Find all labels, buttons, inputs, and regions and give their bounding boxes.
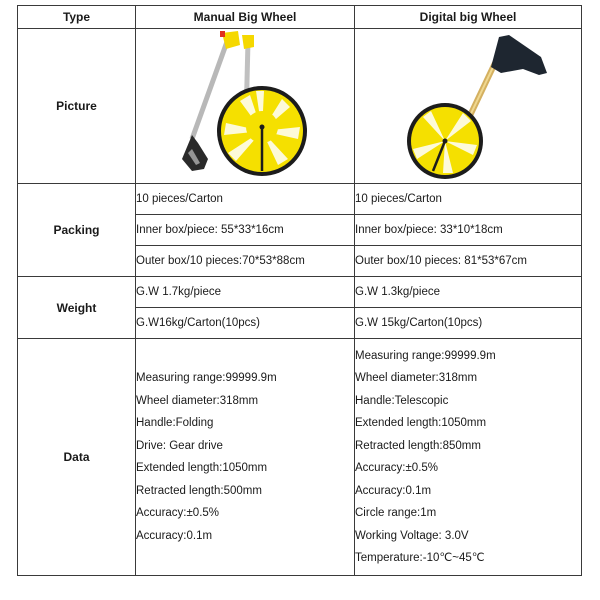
header-type: Type xyxy=(18,6,136,29)
digital-data-line: Working Voltage: 3.0V xyxy=(355,529,469,542)
packing-row-1 xyxy=(18,184,582,215)
manual-data-line: Retracted length:500mm xyxy=(136,484,262,497)
digital-data-line: Extended length:1050mm xyxy=(355,417,487,429)
digital-data-line: Measuring range:99999.9m xyxy=(355,349,496,362)
manual-packing-3: Outer box/10 pieces:70*53*88cm xyxy=(136,246,355,277)
digital-weight-2: G.W 15kg/Carton(10pcs) xyxy=(355,308,582,339)
digital-packing-2: Inner box/piece: 33*10*18cm xyxy=(355,215,582,246)
manual-data-line: Handle:Folding xyxy=(136,417,214,429)
manual-data-line: Extended length:1050mm xyxy=(136,462,268,474)
header-row xyxy=(18,6,582,29)
digital-data-line: Handle:Telescopic xyxy=(355,394,449,407)
digital-data-line: Circle range:1m xyxy=(355,507,437,519)
manual-data-line: Measuring range:99999.9m xyxy=(136,372,277,384)
weight-row-1 xyxy=(18,277,582,308)
digital-data-line: Retracted length:850mm xyxy=(355,439,481,452)
row-label-picture: Picture xyxy=(18,29,136,184)
digital-packing-1: 10 pieces/Carton xyxy=(355,184,582,215)
manual-data-line: Accuracy:0.1m xyxy=(136,529,213,542)
digital-packing-3: Outer box/10 pieces: 81*53*67cm xyxy=(355,246,582,277)
header-digital: Digital big Wheel xyxy=(355,6,582,29)
row-label-packing: Packing xyxy=(18,184,136,277)
manual-wheel-cell xyxy=(136,29,355,184)
spec-table xyxy=(17,5,582,576)
digital-data-line: Temperature:-10℃~45℃ xyxy=(355,552,485,564)
manual-wheel-image xyxy=(170,31,320,181)
digital-data-line: Accuracy:0.1m xyxy=(355,484,432,497)
digital-weight-1: G.W 1.3kg/piece xyxy=(355,277,582,308)
digital-wheel-cell xyxy=(355,29,582,184)
header-manual: Manual Big Wheel xyxy=(136,6,355,29)
manual-packing-2: Inner box/piece: 55*33*16cm xyxy=(136,215,355,246)
manual-packing-1: 10 pieces/Carton xyxy=(136,184,355,215)
manual-data-cell xyxy=(136,339,355,576)
row-label-weight: Weight xyxy=(18,277,136,339)
manual-data-line: Accuracy:±0.5% xyxy=(136,507,220,519)
digital-data-line: Wheel diameter:318mm xyxy=(355,372,478,384)
picture-row xyxy=(18,29,582,184)
digital-data-cell xyxy=(355,339,582,576)
data-row xyxy=(18,339,582,576)
digital-data-line: Accuracy:±0.5% xyxy=(355,462,439,474)
manual-weight-2: G.W16kg/Carton(10pcs) xyxy=(136,308,355,339)
digital-wheel-image xyxy=(383,31,553,181)
manual-data-line: Wheel diameter:318mm xyxy=(136,394,259,407)
manual-data-line: Drive: Gear drive xyxy=(136,439,223,452)
manual-weight-1: G.W 1.7kg/piece xyxy=(136,277,355,308)
row-label-data: Data xyxy=(18,339,136,576)
